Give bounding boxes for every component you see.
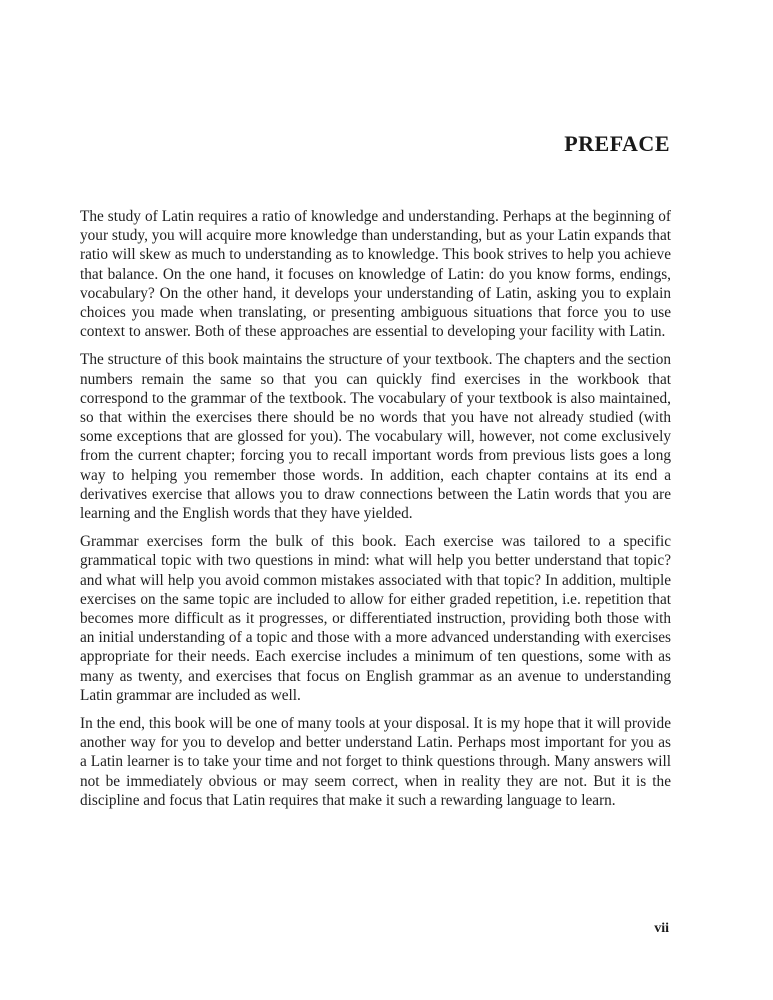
paragraph-1: The study of Latin requires a ratio of knowledge and understanding. Perhaps at the beginning of your study, you will acquire more knowledge than understanding, but as your Latin expands that ratio will skew as much to understanding as to knowledge. This book strives to help you achieve that balance. On the one hand, it focuses on knowledge of Latin: do you know forms, endings, vocabulary? On the other hand, it develops your understanding of Latin, asking you to explain choices you made when translating, or presenting ambiguous situations that force you to use context to answer. Both of these approaches are essential to developing your facility with Latin. [80, 208, 671, 341]
preface-body [80, 207, 671, 819]
page-title: PREFACE [564, 131, 670, 156]
paragraph-4: In the end, this book will be one of many tools at your disposal. It is my hope that it will provide another way for you to develop and better understand Latin. Perhaps most important for you as a Latin learner is to take your time and not forget to think questions through. Many answers will not be immediately obvious or may seem correct, when in reality they are not. But it is the discipline and focus that Latin requires that make it such a rewarding language to learn. [80, 715, 671, 809]
paragraph-3: Grammar exercises form the bulk of this book. Each exercise was tailored to a specific grammatical topic with two questions in mind: what will help you better understand that topic? and what will help you avoid common mistakes associated with that topic? In addition, multiple exercises on the same topic are included to allow for either graded repetition, i.e. repetition that becomes more difficult as it progresses, or differentiated instruction, providing both those with an initial understanding of a topic and those with a more advanced understanding with exercises appropriate for their needs. Each exercise includes a minimum of ten questions, some with as many as twenty, and exercises that focus on English grammar as an avenue to understanding Latin grammar are included as well. [80, 533, 671, 704]
paragraph-2: The structure of this book maintains the structure of your textbook. The chapters and the section numbers remain the same so that you can quickly find exercises in the workbook that correspond to the grammar of the textbook. The vocabulary of your textbook is also maintained, so that within the exercises there should be no words that you have not already studied (with some exceptions that are glossed for you). The vocabulary will, however, not come exclusively from the current chapter; forcing you to recall important words from previous lists goes a long way to helping you remember those words. In addition, each chapter contains at its end a derivatives exercise that allows you to draw connections between the Latin words that you are learning and the English words that they have yielded. [80, 351, 671, 523]
page-number: vii [654, 921, 669, 936]
